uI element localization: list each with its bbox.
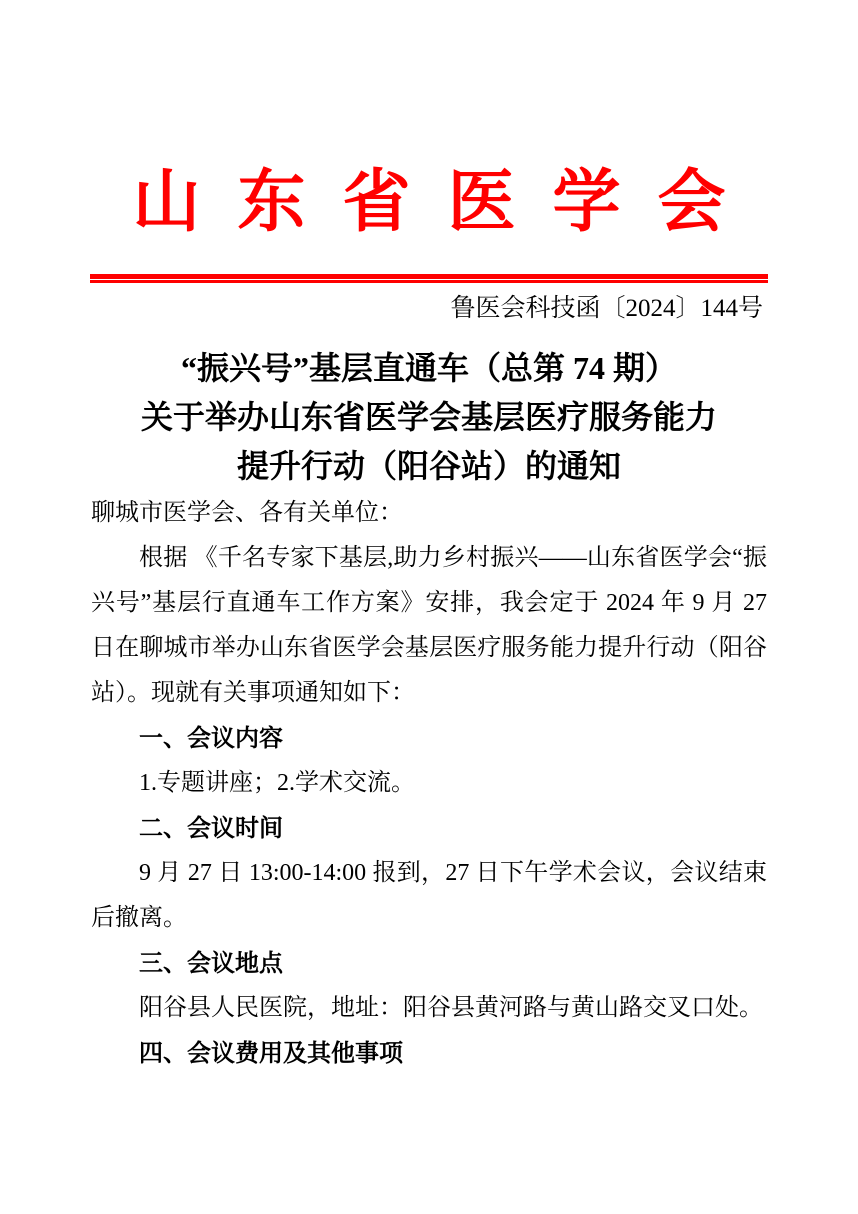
section-3-content: 阳谷县人民医院，地址：阳谷县黄河路与黄山路交叉口处。 <box>139 995 763 1021</box>
red-divider-line <box>90 274 768 283</box>
doc-body <box>91 491 767 1076</box>
org-name-letterhead: 山东省医学会 <box>132 164 763 240</box>
section-1-content: 1.专题讲座；2.学术交流。 <box>139 770 415 796</box>
section-heading-3-meeting-location: 三、会议地点 <box>139 950 283 977</box>
section-2-content: 9 月 27 日 13:00-14:00 报到，27 日下午学术会议，会议结束后撤离。 <box>91 860 767 931</box>
doc-reference-number: 鲁医会科技函〔2024〕144号 <box>450 295 763 322</box>
doc-title <box>60 344 798 491</box>
intro-paragraph: 根据 《千名专家下基层,助力乡村振兴——山东省医学会“振兴号”基层行直通车工作方案》安排，我会定于 2024 年 9 月 27 日在聊城市举办山东省医学会基层医疗服务能力提升行动（阳谷站）。现就有关事项通知如下： <box>91 545 767 706</box>
section-heading-4-meeting-fees: 四、会议费用及其他事项 <box>139 1040 403 1067</box>
doc-title-line-2: 关于举办山东省医学会基层医疗服务能力 <box>140 399 717 435</box>
doc-title-line-3: 提升行动（阳谷站）的通知 <box>236 448 621 484</box>
section-heading-2-meeting-time: 二、会议时间 <box>139 815 283 842</box>
salutation: 聊城市医学会、各有关单位： <box>91 500 403 526</box>
doc-title-line-1: “振兴号”基层直通车（总第 74 期） <box>180 350 677 386</box>
section-heading-1-meeting-content: 一、会议内容 <box>139 725 283 752</box>
